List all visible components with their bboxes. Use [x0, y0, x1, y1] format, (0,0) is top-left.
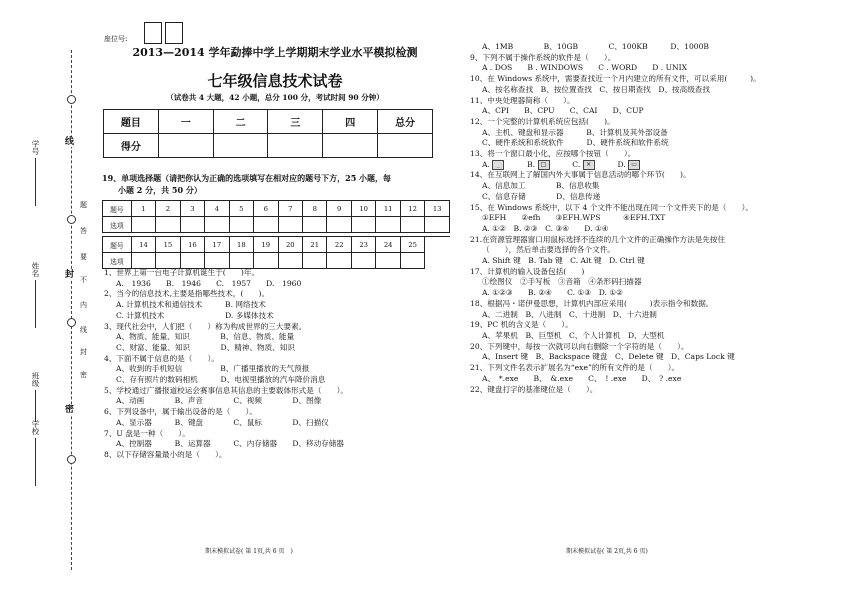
answer-cell[interactable]: [131, 253, 155, 269]
score-input-cell[interactable]: [323, 134, 378, 158]
answer-cell[interactable]: [254, 217, 278, 233]
question-number-cell: 16: [180, 237, 204, 253]
score-header-cell: 一: [158, 110, 213, 134]
exam-note: （试卷共 4 大题，42 小题，总分 100 分，考试时间 90 分钟）: [166, 93, 384, 102]
binding-note-char: 密: [80, 371, 87, 379]
question-number-cell: 9: [327, 201, 351, 217]
answer-cell[interactable]: [400, 217, 424, 233]
question-text: 11、中央处理器简称（ ）。: [470, 95, 575, 105]
answer-cell[interactable]: [229, 253, 253, 269]
question-options: A. 计算机技术和通信技术 B. 网络技术: [116, 300, 266, 310]
question-options: A、Insert 键 B、Backspace 键盘 C、Delete 键 D、Caps Lock 键: [482, 352, 735, 362]
question-number-cell: 10: [351, 201, 375, 217]
answer-cell[interactable]: [351, 253, 375, 269]
score-input-cell[interactable]: [158, 134, 213, 158]
binding-note-char: 封: [80, 348, 87, 356]
question-number-cell: 20: [278, 237, 302, 253]
score-header-cell: 总分: [378, 110, 433, 134]
answer-cell[interactable]: [351, 217, 375, 233]
answer-option-row: [103, 217, 450, 233]
school-title: 2013—2014 学年勐捧中学上学期期末学业水平模拟检测: [132, 46, 418, 59]
answer-row-label: 选项: [103, 253, 132, 269]
seat-number-box[interactable]: [144, 22, 162, 44]
question-text: 4、下面不属于信息的是（ ）。: [104, 353, 219, 363]
binding-note-char: 内: [80, 301, 87, 309]
answer-cell[interactable]: [327, 217, 351, 233]
score-table: [103, 109, 433, 158]
question-number-cell: 22: [327, 237, 351, 253]
answer-cell[interactable]: [156, 253, 180, 269]
answer-row-label: 选项: [103, 217, 132, 233]
question-text: 13、将一个窗口最小化，应按哪个按钮（ ）。: [470, 149, 636, 159]
binding-note-char: 线: [80, 326, 87, 334]
question-text: 12、一个完整的计算机系统应包括( )。: [470, 116, 615, 126]
answer-cell[interactable]: [180, 253, 204, 269]
question-text: 20、下列键中，每按一次就可以向右删除一个字符的是（ ）。: [470, 341, 689, 351]
answer-cell[interactable]: [278, 253, 302, 269]
binding-hole: [67, 95, 76, 104]
question-number-cell: 2: [156, 201, 180, 217]
question-options: （ ），然后单击要选择的各个文件。: [482, 245, 615, 255]
page-footer-right: 期末模拟试卷( 第 2页,共 6 页): [566, 548, 648, 555]
score-header-cell: 二: [213, 110, 268, 134]
answer-cell[interactable]: [131, 217, 155, 233]
binding-char-mi: 密: [65, 405, 75, 415]
question-options: C、信息存储 D、信息传递: [482, 191, 601, 201]
maximize-icon: □: [538, 160, 550, 170]
question-options: A、1MB B、10GB C、100KB D、1000B: [482, 42, 710, 51]
question-text: 18、根据冯・诺伊曼思想，计算机内部应采用( )表示指令和数据。: [470, 298, 714, 308]
answer-cell[interactable]: [229, 217, 253, 233]
question-number-cell: 12: [400, 201, 424, 217]
question-options: A、物质、能量、知识 B、信息、物质、能量: [116, 332, 295, 342]
answer-row-label: 题号: [103, 201, 132, 217]
minimize-icon: _: [492, 160, 504, 170]
question-number-cell: 7: [278, 201, 302, 217]
question-options: C、存有照片的数码相机 D、电视里播放的汽车降价消息: [116, 375, 326, 385]
question-options: A、显示器 B、键盘 C、鼠标 D、扫描仪: [116, 417, 329, 427]
student-number-field[interactable]: [30, 140, 41, 206]
question-text: 8、以下存储容量最小的是（ ）。: [104, 449, 227, 459]
binding-note-char: 不: [80, 276, 87, 284]
binding-note-char: 答: [80, 227, 87, 235]
question-number-cell: 15: [156, 237, 180, 253]
answer-option-row: [103, 253, 450, 269]
question-text: 21.在资源管理器窗口用鼠标选择不连续的几个文件的正确操作方法是先按住: [470, 234, 726, 244]
question-number-cell: 18: [229, 237, 253, 253]
question-options: A、信息加工 B、信息收集: [482, 181, 600, 191]
question-number-cell: 5: [229, 201, 253, 217]
answer-cell[interactable]: [303, 253, 327, 269]
empty-cell: [425, 237, 450, 253]
question-text: 3、现代社会中，人们把（ ）称为构成世界的三大要素。: [104, 321, 307, 331]
field-label: 班级: [31, 372, 40, 387]
question-options: A. ①② B. ②③ C. ③④ D. ①④: [482, 223, 609, 233]
score-input-cell[interactable]: [378, 134, 433, 158]
school-field[interactable]: [30, 420, 41, 486]
field-label: 姓名: [31, 262, 40, 277]
binding-hole: [67, 318, 76, 327]
question-text: 17、计算机的输入设备包括( ): [470, 266, 585, 276]
question-options: A. 1936 B. 1946 C. 1957 D. 1960: [116, 278, 302, 288]
question-options: A、收到的手机短信 B、广播里播放的天气预报: [116, 364, 310, 374]
question-options: A、二进制 B、八进制 C、十进制 D、十六进制: [482, 309, 657, 319]
question-options: A、 *.exe B、 &.exe C、 ! .exe D、 ? .exe: [482, 373, 682, 383]
answer-cell[interactable]: [376, 217, 400, 233]
question-text: 22、键盘打字的基准键位是（ ）。: [470, 384, 598, 394]
score-label-cell: 得分: [104, 134, 159, 158]
question-number-cell: 21: [303, 237, 327, 253]
question-number-cell: 6: [254, 201, 278, 217]
answer-number-row: [103, 201, 450, 217]
restore-icon: ▭: [628, 160, 640, 170]
question-options: A、主机、键盘和显示器 B、计算机及其外部设备: [482, 127, 668, 137]
question-number-cell: 24: [376, 237, 400, 253]
answer-cell[interactable]: [180, 217, 204, 233]
question-text: 10、在 Windows 系统中，需要查找近一个月内建立的所有文件，可以采用( )。: [470, 74, 761, 84]
question-text: 21、下列文件名表示扩展名为“exe”的所有文件的是（ ）。: [470, 363, 680, 373]
section-title-line: 小题 2 分，共 50 分）: [118, 185, 202, 195]
question-options: C、财富、能量、知识 D、精神、物质、知识: [116, 342, 295, 352]
question-number-cell: 4: [205, 201, 229, 217]
binding-char-xian: 线: [65, 137, 75, 147]
seat-number-label: 座位号:: [104, 35, 128, 43]
seat-number-box[interactable]: [165, 22, 183, 44]
question-text: 15、在 Windows 系统中，以下 4 个文件不能出现在同一个文件夹下的是（ ）。: [470, 202, 753, 212]
question-number-cell: 13: [425, 201, 450, 217]
empty-cell: [425, 253, 450, 269]
question-number-cell: 8: [303, 201, 327, 217]
question-text: 2、当今的信息技术,主要是指哪些技术，( )。: [104, 289, 270, 299]
question-number-cell: 17: [205, 237, 229, 253]
field-label: 学号: [31, 140, 40, 155]
left-question-column: [104, 268, 449, 461]
window-button-options: A. _ B. □ C. × D. ▭: [470, 160, 840, 171]
question-text: 7、U 盘是一种（ ）。: [104, 428, 190, 438]
answer-row-label: 题号: [103, 237, 132, 253]
question-options: A、动画 B、声音 C、视频 D、图像: [116, 396, 322, 406]
score-header-cell: 题目: [104, 110, 159, 134]
question-options: A、控制器 B、运算器 C、内存储器 D、移动存储器: [116, 439, 344, 449]
score-header-cell: 三: [268, 110, 323, 134]
question-text: 1、世界上第一台电子计算机诞生于( )年。: [104, 268, 260, 277]
question-options: A. ①②③ B. ②④ C. ①③ D. ①②: [482, 288, 623, 298]
answer-cell[interactable]: [205, 253, 229, 269]
binding-line: [71, 50, 72, 570]
answer-table: [102, 200, 450, 269]
question-number-cell: 3: [180, 201, 204, 217]
answer-cell[interactable]: [278, 217, 302, 233]
question-options: A、苹果机 B、巨型机 C、个人计算机 D、大型机: [482, 330, 665, 340]
binding-hole: [67, 215, 76, 224]
binding-note-char: 要: [80, 253, 87, 261]
answer-number-row: [103, 237, 450, 253]
section-title-line: 19、单项选择题（请把你认为正确的选项填写在相对应的题号下方，25 小题，每: [102, 173, 392, 183]
close-icon: ×: [583, 160, 595, 170]
binding-hole: [67, 455, 76, 464]
right-question-column: [470, 42, 840, 395]
question-options: A、按名称查找 B、按位置查找 C、按日期查找 D、按高级查找: [482, 84, 710, 94]
question-number-cell: 25: [400, 237, 424, 253]
score-header-cell: 四: [323, 110, 378, 134]
question-text: 9、下列不属于操作系统的软件是（ ）。: [470, 52, 616, 62]
binding-note-char: 题: [80, 201, 87, 209]
answer-cell[interactable]: [327, 253, 351, 269]
question-number-cell: 14: [131, 237, 155, 253]
answer-cell[interactable]: [156, 217, 180, 233]
page-footer-left: 期末模拟试卷( 第 1页,共 6 页 ): [205, 548, 293, 555]
score-input-cell[interactable]: [213, 134, 268, 158]
question-options: A. Shift 键 B. Tab 键 C. Alt 键 D. Ctrl 键: [482, 256, 645, 266]
question-options: A . DOS B . WINDOWS C . WORD D . UNIX: [482, 63, 688, 73]
question-text: 5、学校通过广播报道校运会赛事信息其信息的主要载体形式是（ ）。: [104, 385, 349, 395]
question-number-cell: 23: [351, 237, 375, 253]
question-number-cell: 11: [376, 201, 400, 217]
score-input-cell[interactable]: [268, 134, 323, 158]
answer-cell[interactable]: [205, 217, 229, 233]
section-title: [102, 172, 442, 196]
question-options: A、CPI B、CPU C、CAI D、CUP: [482, 106, 644, 116]
answer-cell[interactable]: [400, 253, 424, 269]
student-name-field[interactable]: [30, 262, 41, 328]
question-options: ①EFH ②efh ③EFH.WPS ④EFH.TXT: [482, 213, 666, 223]
question-number-cell: 19: [254, 237, 278, 253]
question-text: 19、PC 机的含义是（ ）。: [470, 320, 573, 330]
answer-cell[interactable]: [254, 253, 278, 269]
answer-cell[interactable]: [376, 253, 400, 269]
question-options: ①绘图仪 ②手写板 ③音箱 ④条形码扫描器: [482, 277, 642, 287]
question-options: C. 计算机技术 D. 多媒体技术: [116, 310, 274, 320]
question-options: C、硬件系统和系统软件 D、硬件系统和软件系统: [482, 138, 669, 148]
class-field[interactable]: [30, 372, 41, 422]
answer-cell[interactable]: [303, 217, 327, 233]
answer-cell[interactable]: [425, 217, 450, 233]
question-text: 14、在互联网上了解国内外大事属于信息活动的哪个环节( )。: [470, 170, 691, 180]
question-text: 6、下列设备中，属于输出设备的是（ ）。: [104, 407, 257, 417]
question-number-cell: 1: [131, 201, 155, 217]
field-label: 学校: [31, 420, 40, 435]
binding-char-feng: 封: [65, 270, 75, 280]
exam-title: 七年级信息技术试卷: [207, 72, 343, 90]
